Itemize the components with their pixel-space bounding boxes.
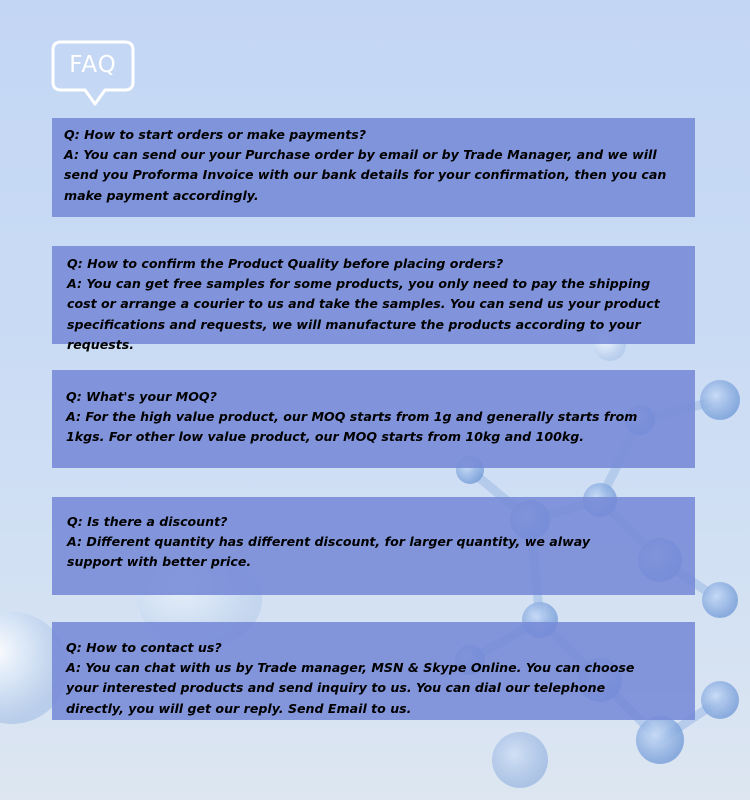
faq-badge (51, 40, 135, 108)
faq-answer: A: You can chat with us by Trade manager, MSN & Skype Online. You can choose your interested products and send inquiry to us. You can dial our telephone directly, you will get our reply. Send Email to us. (66, 660, 635, 716)
faq-item (52, 246, 695, 352)
faq-question: Q: How to contact us? (66, 640, 222, 655)
faq-question: Q: How to start orders or make payments? (64, 127, 367, 142)
faq-answer: A: For the high value product, our MOQ starts from 1g and generally starts from 1kgs. For other low value product, our MOQ starts from 10kg and 100kg. (66, 409, 638, 445)
faq-answer: A: Different quantity has different discount, for larger quantity, we alway support with better price. (67, 534, 591, 570)
faq-question: Q: Is there a discount? (67, 514, 228, 529)
faq-item (52, 622, 695, 720)
faq-question: Q: What's your MOQ? (66, 389, 217, 404)
faq-item (52, 118, 695, 217)
faq-item (52, 370, 695, 468)
faq-item (52, 497, 695, 595)
faq-answer: A: You can send our your Purchase order by email or by Trade Manager, and we will send you Proforma Invoice with our bank details for your confirmation, then you can make payment accordingly. (64, 147, 667, 203)
faq-answer: A: You can get free samples for some products, you only need to pay the shipping cost or arrange a courier to us and take the samples. You can send us your product specifications and requests, we will manufacture the products according to your requests. (67, 276, 660, 352)
faq-badge-label: FAQ (69, 52, 117, 78)
faq-question: Q: How to confirm the Product Quality before placing orders? (67, 256, 504, 271)
